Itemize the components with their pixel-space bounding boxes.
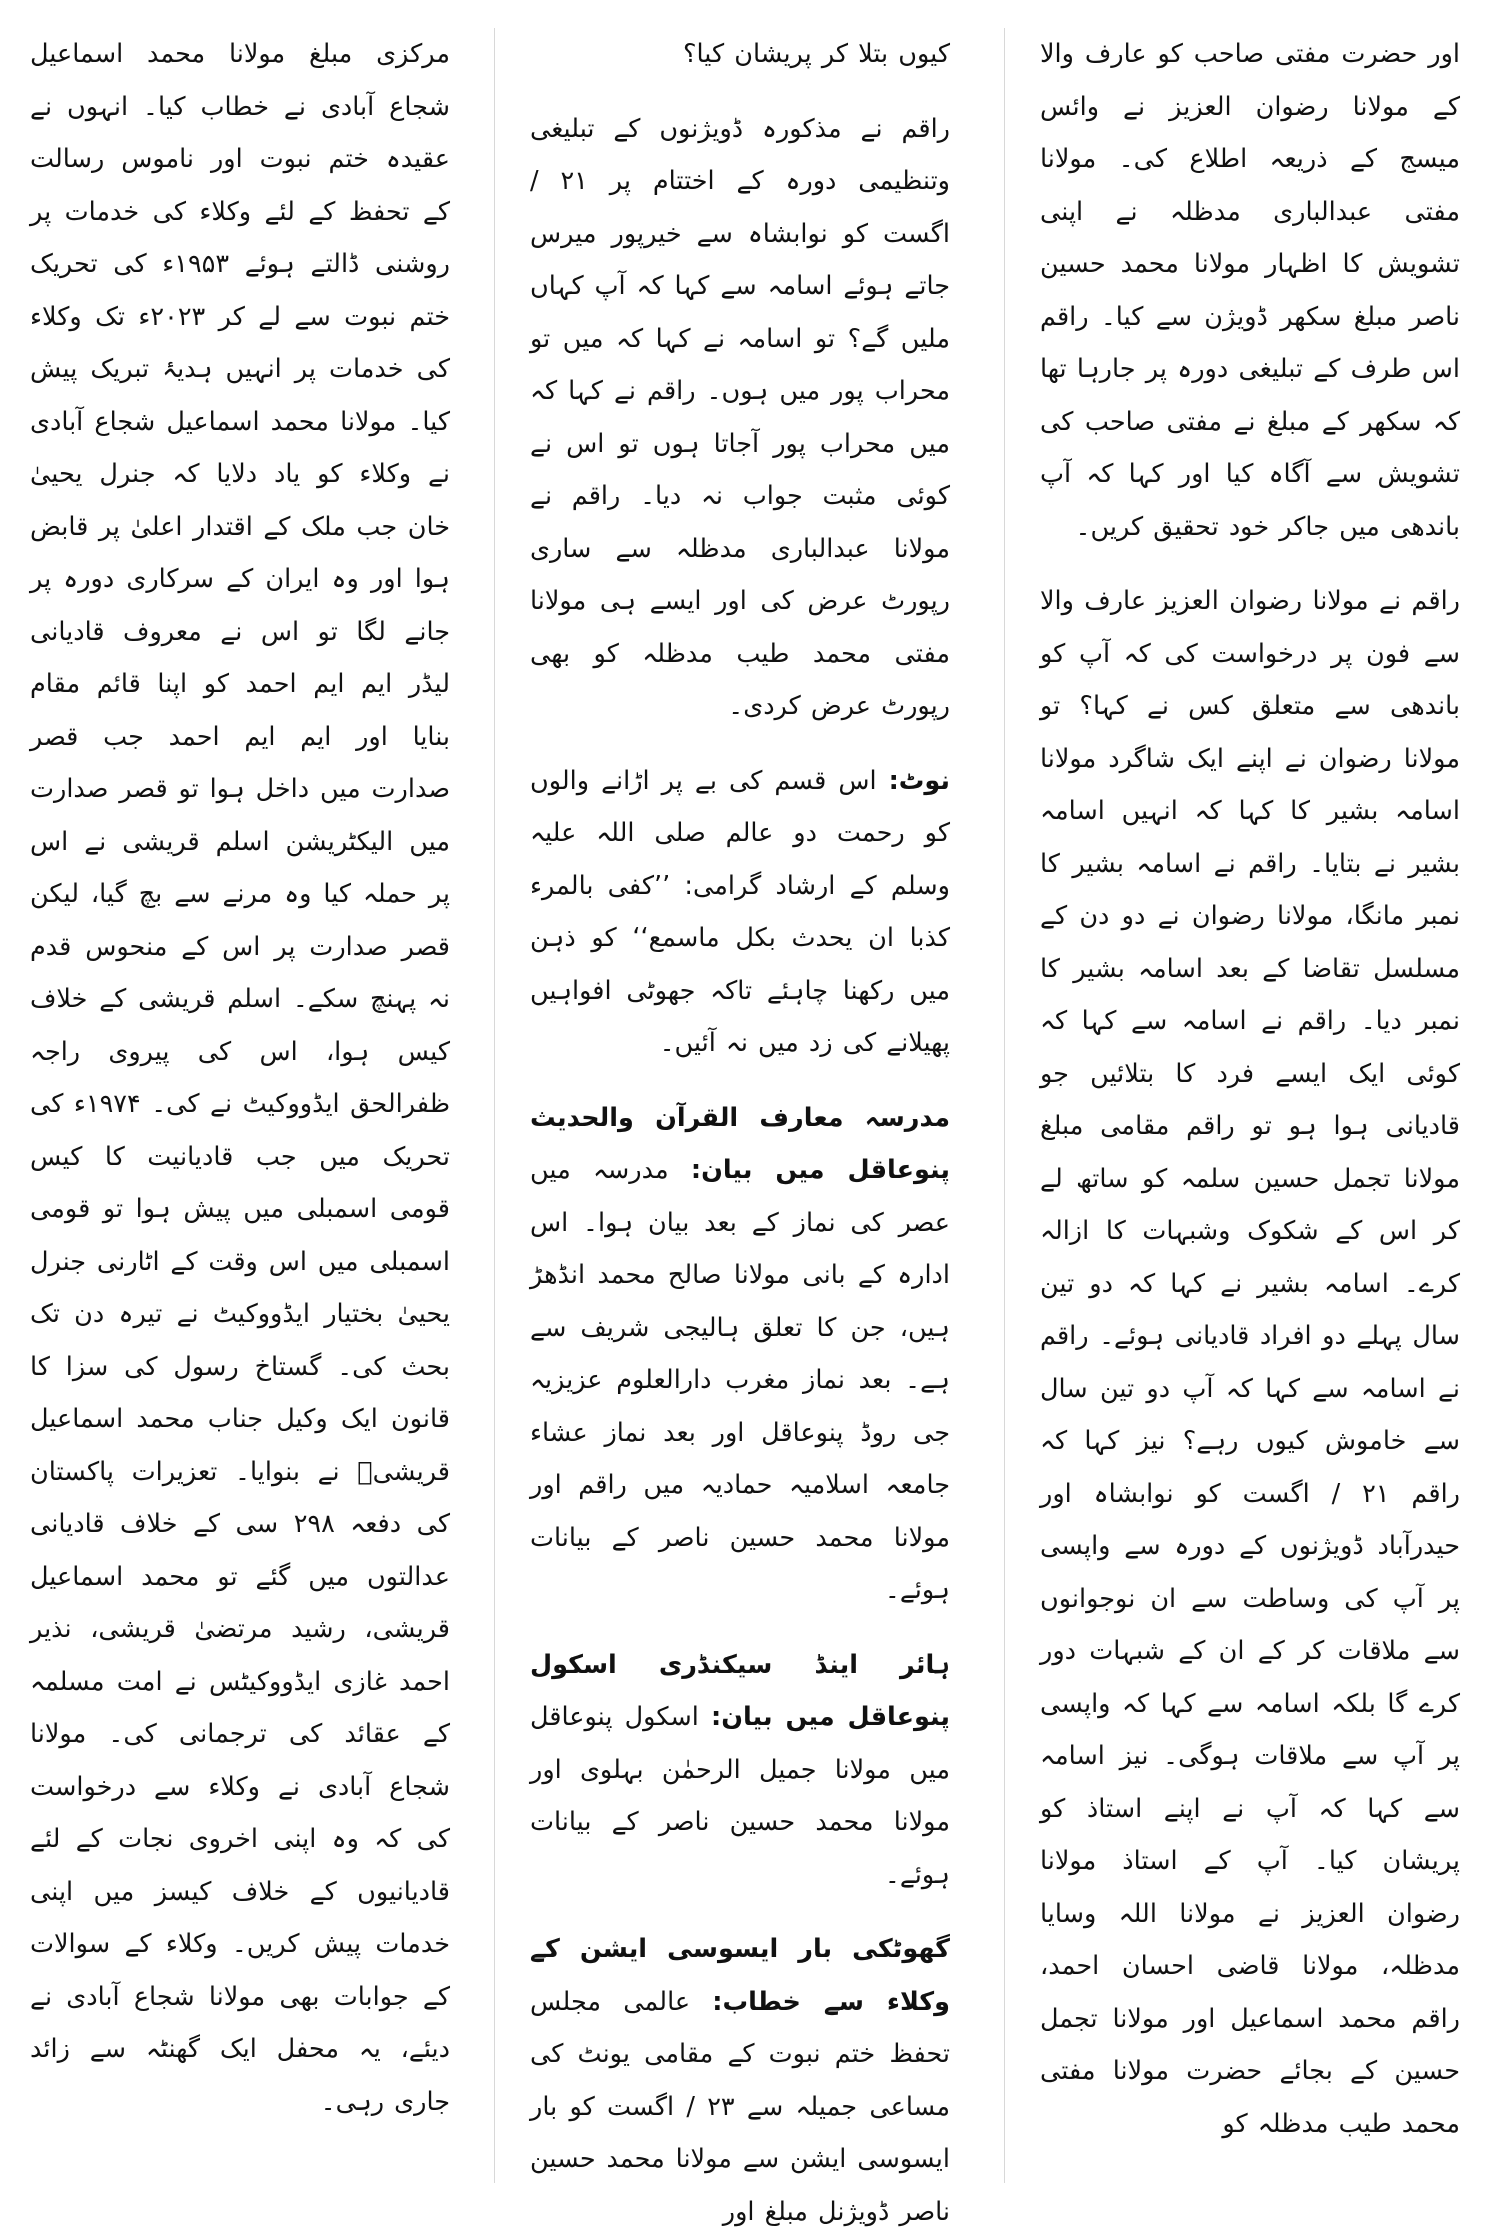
- paragraph: کیوں بتلا کر پریشان کیا؟: [682, 39, 950, 69]
- section-heading: مدرسہ معارف القرآن والحدیث پنوعاقل میں بیان:: [530, 1102, 950, 1185]
- paragraph: مرکزی مبلغ مولانا محمد اسماعیل شجاع آبادی نے خطاب کیا۔ انہوں نے عقیدہ ختم نبوت اور ناموس رسالت کے تحفظ کے لئے وکلاء کی خدمات پر روشنی ڈالتے ہوئے ۱۹۵۳ء کی تحریک ختم نبوت سے لے کر ۲۰۲۳ء تک وکلاء کی خدمات پر انہیں ہدیۂ تبریک پیش کیا۔ مولانا محمد اسماعیل شجاع آبادی نے وکلاء کو یاد دلایا کہ جنرل یحییٰ خان جب ملک کے اقتدار اعلیٰ پر قابض ہوا اور وہ ایران کے سرکاری دورہ پر جانے لگا تو اس نے معروف قادیانی لیڈر ایم ایم احمد کو اپنا قائم مقام بنایا اور ایم ایم احمد جب قصر صدارت میں داخل ہوا تو قصر صدارت میں الیکٹریشن اسلم قریشی نے اس پر حملہ کیا وہ مرنے سے بچ گیا، لیکن قصر صدارت پر اس کے منحوس قدم نہ پہنچ سکے۔ اسلم قریشی کے خلاف کیس ہوا، اس کی پیروی راجہ ظفرالحق ایڈووکیٹ نے کی۔ ۱۹۷۴ء کی تحریک میں جب قادیانیت کا کیس قومی اسمبلی میں پیش ہوا تو قومی اسمبلی میں اس وقت کے اٹارنی جنرل یحییٰ بختیار ایڈووکیٹ نے تیرہ دن تک بحث کی۔ گستاخ رسول کی سزا کا قانون ایک وکیل جناب محمد اسماعیل قریشیؒ نے بنوایا۔ تعزیرات پاکستان کی دفعہ ۲۹۸ سی کے خلاف قادیانی عدالتوں میں گئے تو محمد اسماعیل قریشی، رشید مرتضیٰ قریشی، نذیر احمد غازی ایڈووکیٹس نے امت مسلمہ کے عقائد کی ترجمانی کی۔ مولانا شجاع آبادی نے وکلاء سے درخواست کی کہ وہ اپنی اخروی نجات کے لئے قادیانیوں کے خلاف کیسز میں اپنی خدمات پیش کریں۔ وکلاء کے سوالات کے جوابات بھی مولانا شجاع آبادی نے دیئے، یہ محفل ایک گھنٹہ سے زائد جاری رہی۔: [30, 39, 450, 2117]
- section-paragraph: گھوٹکی بار ایسوسی ایشن کے وکلاء سے خطاب: عالمی مجلس تحفظ ختم نبوت کے مقامی یونٹ کی مساعی جمیلہ سے ۲۳ / اگست کو بار ایسوسی ایشن سے مولانا محمد حسین ناصر ڈویژنل مبلغ اور: [530, 1934, 950, 2227]
- column-right: [1040, 28, 1460, 2183]
- section-heading: گھوٹکی بار ایسوسی ایشن کے وکلاء سے خطاب:: [530, 1934, 950, 2017]
- column-left: [30, 28, 450, 2183]
- paragraph: راقم نے مولانا رضوان العزیز عارف والا سے فون پر درخواست کی کہ آپ کو باندھی سے متعلق کس نے کہا؟ تو مولانا رضوان نے اپنے ایک شاگرد مولانا اسامہ بشیر کا کہا کہ انہیں اسامہ بشیر نے بتایا۔ راقم نے اسامہ بشیر کا نمبر مانگا، مولانا رضوان نے دو دن کے مسلسل تقاضا کے بعد اسامہ بشیر کا نمبر دیا۔ راقم نے اسامہ سے کہا کہ کوئی ایک ایسے فرد کا بتلائیں جو قادیانی ہوا ہو تو راقم مقامی مبلغ مولانا تجمل حسین سلمہ کو ساتھ لے کر اس کے شکوک وشبہات کا ازالہ کرے۔ اسامہ بشیر نے کہا کہ دو تین سال پہلے دو افراد قادیانی ہوئے۔ راقم نے اسامہ سے کہا کہ آپ دو تین سال سے خاموش کیوں رہے؟ نیز کہا کہ راقم ۲۱ / اگست کو نوابشاہ اور حیدرآباد ڈویژنوں کے دورہ سے واپسی پر آپ کی وساطت سے ان نوجوانوں سے ملاقات کر کے ان کے شبہات دور کرے گا بلکہ اسامہ سے کہا کہ واپسی پر آپ سے ملاقات ہوگی۔ نیز اسامہ سے کہا کہ آپ نے اپنے استاذ کو پریشان کیا۔ آپ کے استاذ مولانا رضوان العزیز نے مولانا اللہ وسایا مدظلہ، مولانا قاضی احسان احمد، راقم محمد اسماعیل اور مولانا تجمل حسین کے بجائے حضرت مولانا مفتی محمد طیب مدظلہ کو: [1040, 586, 1460, 2139]
- paragraph: اور حضرت مفتی صاحب کو عارف والا کے مولانا رضوان العزیز نے وائس میسج کے ذریعہ اطلاع کی۔ مولانا مفتی عبدالباری مدظلہ نے اپنی تشویش کا اظہار مولانا محمد حسین ناصر مبلغ سکھر ڈویژن سے کیا۔ راقم اس طرف کے تبلیغی دورہ پر جارہا تھا کہ سکھر کے مبلغ نے مفتی صاحب کی تشویش سے آگاہ کیا اور کہا کہ آپ باندھی میں جاکر خود تحقیق کریں۔: [1040, 39, 1460, 542]
- section-heading: ہائر اینڈ سیکنڈری اسکول پنوعاقل میں بیان:: [530, 1649, 950, 1732]
- note-paragraph: نوٹ: اس قسم کی بے پر اڑانے والوں کو رحمت دو عالم صلی اللہ علیہ وسلم کے ارشاد گرامی: ’’كفى بالمرء كذبا ان يحدث بكل ماسمع‘‘ کو ذہن میں رکھنا چاہئے تاکہ جھوٹی افواہیں پھیلانے کی زد میں نہ آئیں۔: [530, 765, 950, 1058]
- paragraph: راقم نے مذکورہ ڈویژنوں کے تبلیغی وتنظیمی دورہ کے اختتام پر ۲۱ / اگست کو نوابشاہ سے خیرپور میرس جاتے ہوئے اسامہ سے کہا کہ آپ کہاں ملیں گے؟ تو اسامہ نے کہا کہ میں تو محراب پور میں ہوں۔ راقم نے کہا کہ میں محراب پور آجاتا ہوں تو اس نے کوئی مثبت جواب نہ دیا۔ راقم نے مولانا عبدالباری مدظلہ سے ساری رپورٹ عرض کی اور ایسے ہی مولانا مفتی محمد طیب مدظلہ کو بھی رپورٹ عرض کردی۔: [530, 113, 950, 721]
- column-divider: [494, 28, 495, 2183]
- column-divider: [1004, 28, 1005, 2183]
- section-paragraph: ہائر اینڈ سیکنڈری اسکول پنوعاقل میں بیان: اسکول پنوعاقل میں مولانا جمیل الرحمٰن بہلوی اور مولانا محمد حسین ناصر کے بیانات ہوئے۔: [530, 1649, 950, 1890]
- column-middle: [530, 28, 950, 2227]
- section-paragraph: مدرسہ معارف القرآن والحدیث پنوعاقل میں بیان: مدرسہ میں عصر کی نماز کے بعد بیان ہوا۔ اس ادارہ کے بانی مولانا صالح محمد انڈھڑ ہیں، جن کا تعلق ہالیجی شریف سے ہے۔ بعد نماز مغرب دارالعلوم عزیزیہ جی روڈ پنوعاقل اور بعد نماز عشاء جامعہ اسلامیہ حمادیہ میں راقم اور مولانا محمد حسین ناصر کے بیانات ہوئے۔: [530, 1102, 950, 1605]
- note-label: نوٹ:: [888, 765, 950, 796]
